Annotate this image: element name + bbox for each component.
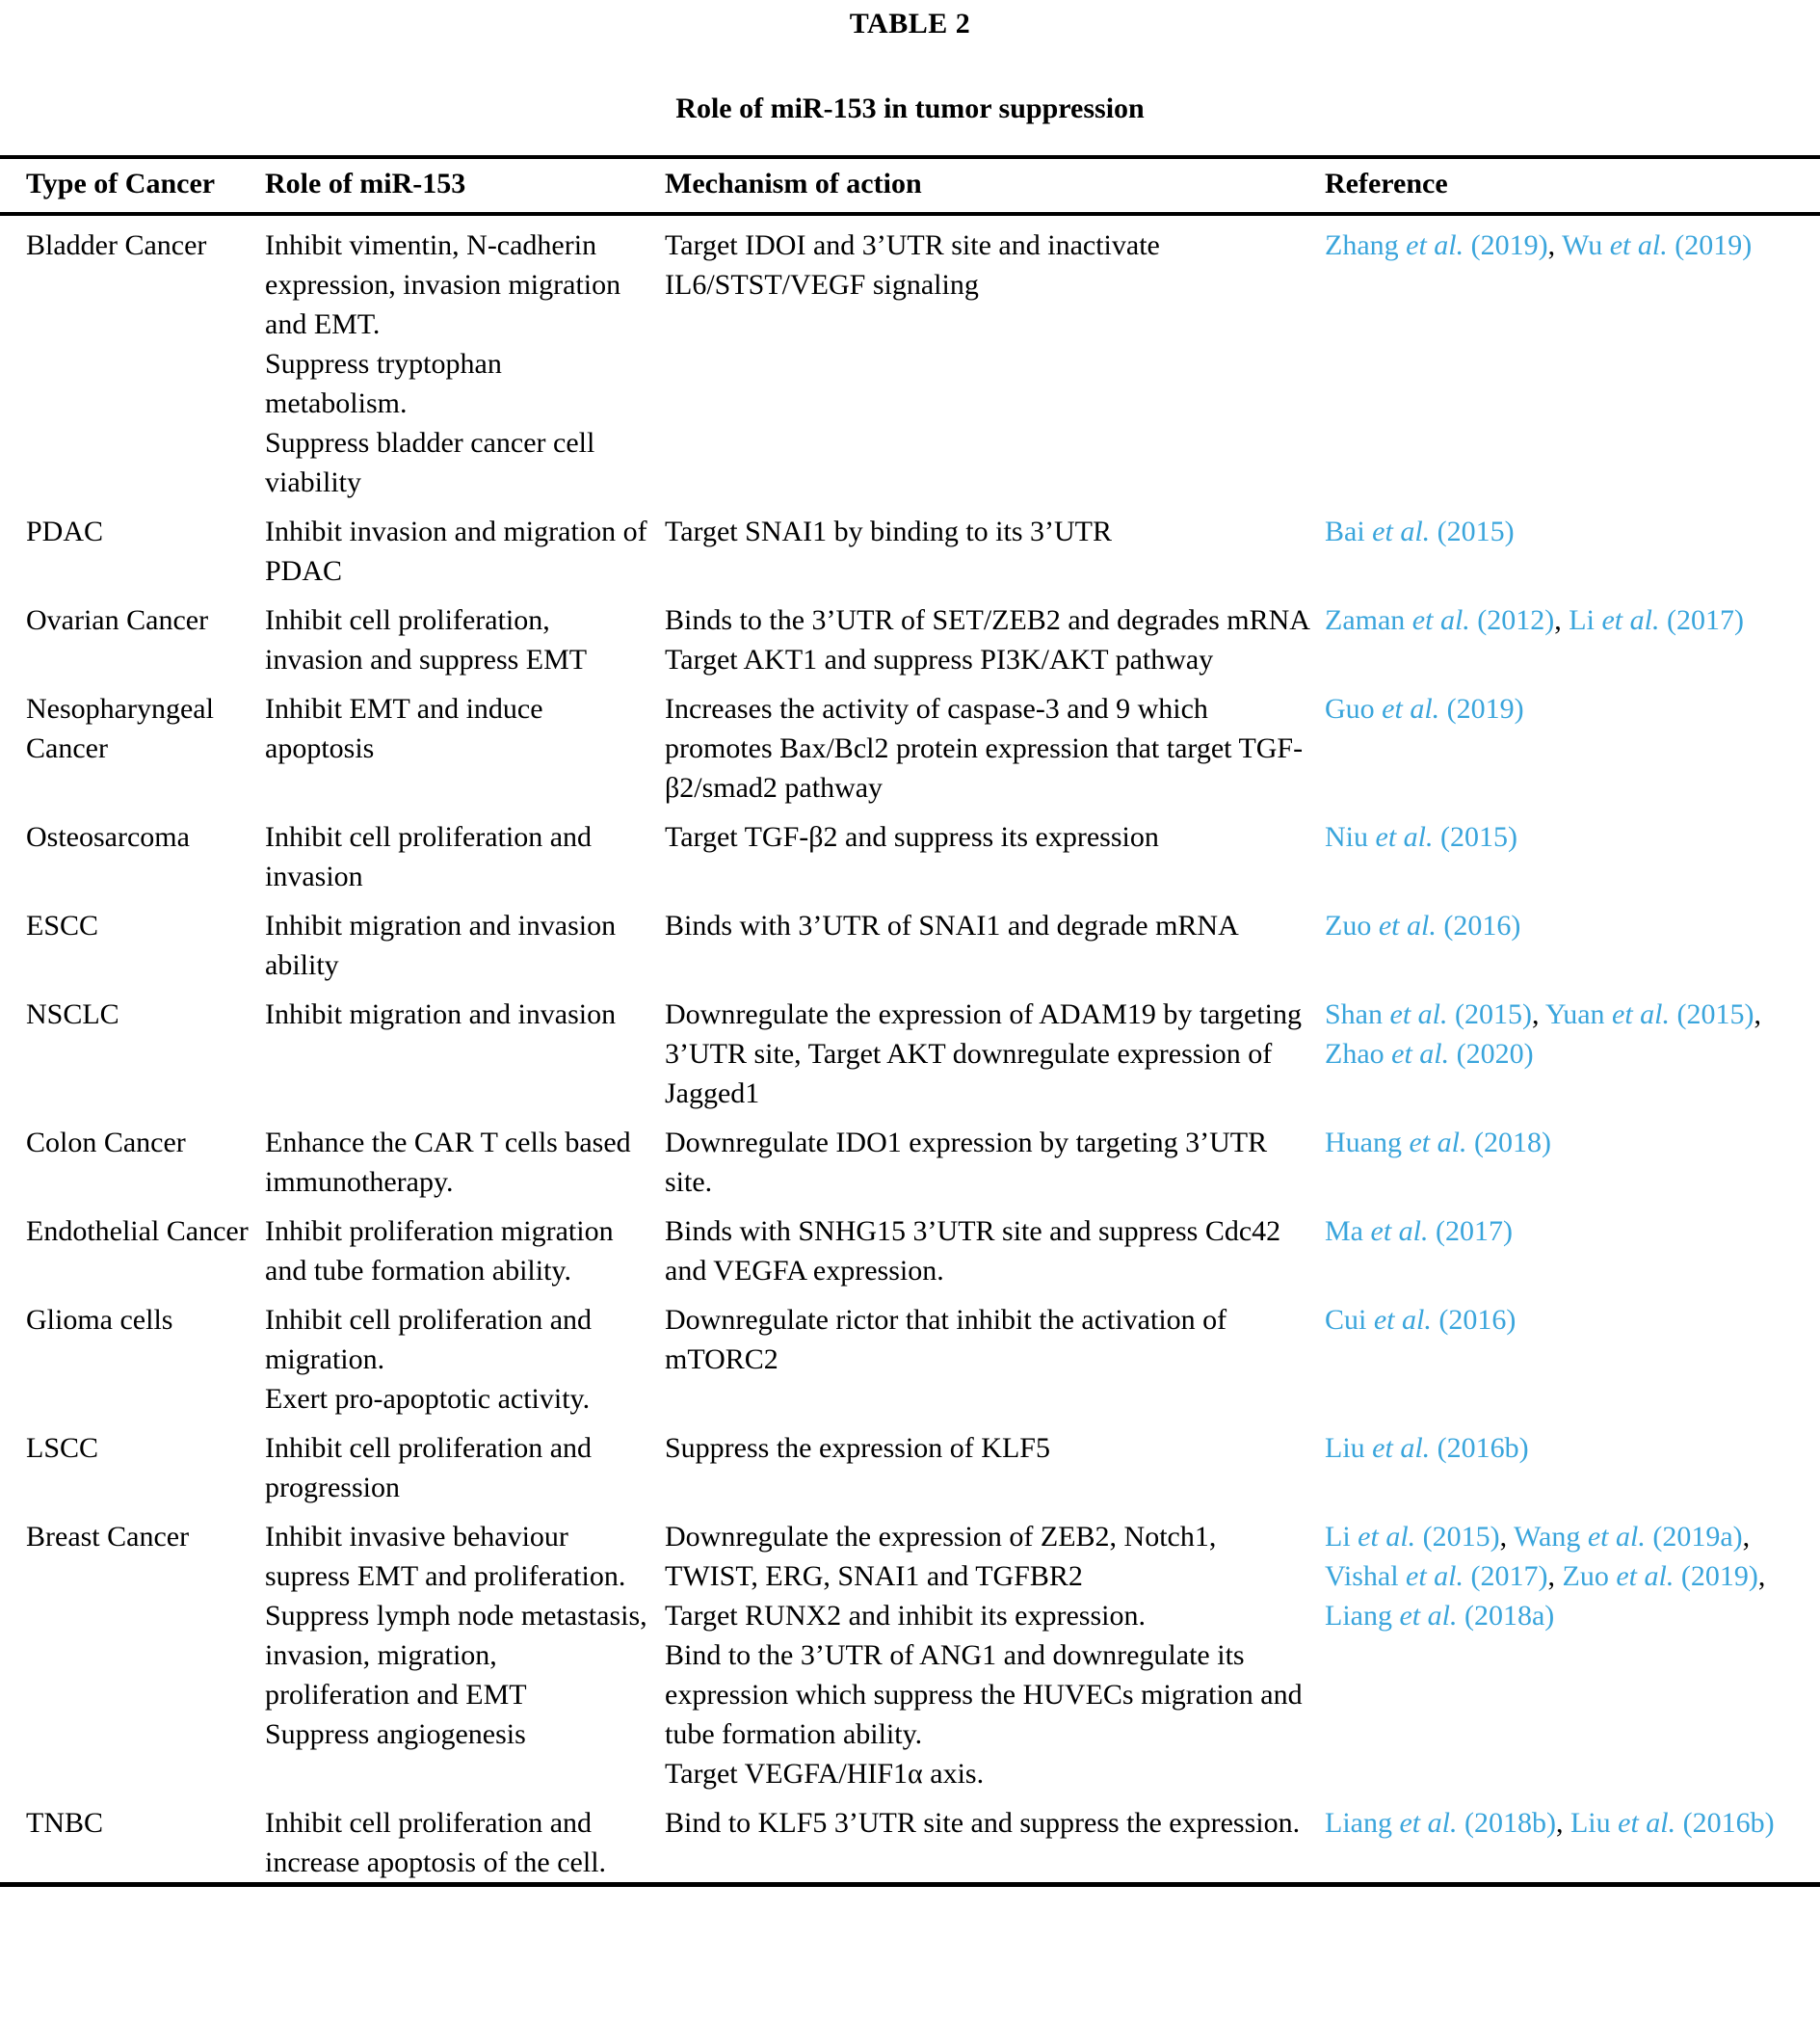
column-header-role-of-mir-153: Role of miR-153 (265, 168, 466, 199)
mechanism-paragraph: Target IDOI and 3’UTR site and inactivate IL6/STST/VEGF signaling (665, 229, 1160, 301)
cell-role (265, 679, 665, 808)
mechanism-paragraph: Binds with SNHG15 3’UTR site and suppress Cdc42 and VEGFA expression. (665, 1215, 1281, 1287)
reference-link[interactable]: Vishal et al. (2017) (1325, 1560, 1548, 1592)
cell-mechanism (665, 1419, 1325, 1507)
role-paragraph: Inhibit cell proliferation and migration. (265, 1304, 593, 1375)
cell-cancer-type: Ovarian Cancer (26, 604, 209, 636)
cell-mechanism (665, 985, 1325, 1113)
cell-role (265, 896, 665, 985)
reference-link[interactable]: Guo et al. (2019) (1325, 693, 1524, 725)
cell-mechanism (665, 1290, 1325, 1419)
cell-role (265, 502, 665, 591)
reference-link[interactable]: Wu et al. (2019) (1562, 229, 1753, 261)
cell-reference (1325, 502, 1820, 591)
reference-link[interactable]: Ma et al. (2017) (1325, 1215, 1513, 1247)
cell-mechanism (665, 591, 1325, 679)
table-row (0, 502, 1820, 591)
table-row (0, 1793, 1820, 1885)
cell-mechanism (665, 1793, 1325, 1885)
reference-link[interactable]: Huang et al. (2018) (1325, 1127, 1551, 1158)
cell-reference (1325, 808, 1820, 896)
role-paragraph: Enhance the CAR T cells based immunotherapy. (265, 1127, 631, 1198)
cell-cancer-type: Bladder Cancer (26, 229, 207, 261)
table-header (0, 157, 1820, 214)
cell-cancer-type: Colon Cancer (26, 1127, 186, 1158)
cell-mechanism (665, 1507, 1325, 1793)
mechanism-paragraph: Binds with 3’UTR of SNAI1 and degrade mRNA (665, 910, 1239, 942)
cell-role (265, 1419, 665, 1507)
reference-link[interactable]: Zhao et al. (2020) (1325, 1038, 1534, 1070)
role-paragraph: Inhibit migration and invasion (265, 998, 617, 1030)
reference-link[interactable]: Liang et al. (2018b) (1325, 1807, 1556, 1839)
cell-reference (1325, 1507, 1820, 1793)
role-paragraph: Exert pro-apoptotic activity. (265, 1383, 591, 1415)
mechanism-paragraph: Bind to KLF5 3’UTR site and suppress the expression. (665, 1807, 1301, 1839)
reference-link[interactable]: Liu et al. (2016b) (1569, 1807, 1775, 1839)
mechanism-paragraph: Target VEGFA/HIF1α axis. (665, 1758, 985, 1790)
cell-reference (1325, 1202, 1820, 1290)
mechanism-paragraph: Binds to the 3’UTR of SET/ZEB2 and degrades mRNA (665, 604, 1310, 636)
table-label: TABLE 2 (849, 8, 971, 40)
table-row (0, 1113, 1820, 1202)
table-row (0, 985, 1820, 1113)
cell-cancer-type: NSCLC (26, 998, 119, 1030)
cell-role (265, 591, 665, 679)
reference-link[interactable]: Wang et al. (2019a) (1514, 1521, 1743, 1553)
reference-separator: , (1531, 998, 1545, 1030)
reference-link[interactable]: Zhang et al. (2019) (1325, 229, 1548, 261)
cell-cancer-type: Breast Cancer (26, 1521, 190, 1553)
reference-link[interactable]: Li et al. (2017) (1569, 604, 1744, 636)
reference-link[interactable]: Li et al. (2015) (1325, 1521, 1500, 1553)
table-row (0, 1507, 1820, 1793)
cell-mechanism (665, 1202, 1325, 1290)
role-paragraph: Inhibit proliferation migration and tube formation ability. (265, 1215, 614, 1287)
cell-role (265, 1507, 665, 1793)
reference-link[interactable]: Cui et al. (2016) (1325, 1304, 1517, 1336)
mechanism-paragraph: Suppress the expression of KLF5 (665, 1432, 1050, 1464)
role-paragraph: Inhibit cell proliferation, invasion and suppress EMT (265, 604, 588, 676)
cell-role (265, 214, 665, 502)
reference-link[interactable]: Niu et al. (2015) (1325, 821, 1517, 853)
column-header-reference: Reference (1325, 168, 1448, 199)
cell-role (265, 1202, 665, 1290)
cell-mechanism (665, 214, 1325, 502)
reference-separator: , (1554, 604, 1569, 636)
cell-cancer-type: LSCC (26, 1432, 99, 1464)
mechanism-paragraph: Downregulate IDO1 expression by targeting 3’UTR site. (665, 1127, 1268, 1198)
cell-role (265, 985, 665, 1113)
cell-cancer-type: PDAC (26, 516, 104, 547)
table-title: Role of miR-153 in tumor suppression (675, 93, 1145, 124)
table-header-row (0, 157, 1820, 214)
mechanism-paragraph: Downregulate the expression of ADAM19 by targeting 3’UTR site, Target AKT downregulate expression of Jagged1 (665, 998, 1302, 1109)
mir153-table (0, 155, 1820, 1887)
cell-reference (1325, 214, 1820, 502)
reference-separator: , (1742, 1521, 1751, 1553)
cell-mechanism (665, 679, 1325, 808)
cell-reference (1325, 896, 1820, 985)
role-paragraph: Inhibit invasive behaviour supress EMT and proliferation. (265, 1521, 626, 1592)
table-row (0, 1290, 1820, 1419)
reference-separator: , (1757, 1560, 1766, 1592)
table-row (0, 808, 1820, 896)
table-row (0, 214, 1820, 502)
reference-separator: , (1547, 1560, 1563, 1592)
cell-reference (1325, 985, 1820, 1113)
reference-link[interactable]: Liu et al. (2016b) (1325, 1432, 1529, 1464)
mechanism-paragraph: Target TGF-β2 and suppress its expression (665, 821, 1159, 853)
mechanism-paragraph: Target RUNX2 and inhibit its expression. (665, 1600, 1146, 1632)
mechanism-paragraph: Bind to the 3’UTR of ANG1 and downregulate its expression which suppress the HUVECs migration and tube formation ability. (665, 1639, 1303, 1750)
cell-mechanism (665, 1113, 1325, 1202)
cell-reference (1325, 1793, 1820, 1885)
table-body (0, 214, 1820, 1885)
role-paragraph: Inhibit migration and invasion ability (265, 910, 617, 981)
cell-reference (1325, 679, 1820, 808)
reference-link[interactable]: Shan et al. (2015) (1325, 998, 1532, 1030)
cell-cancer-type: Nesopharyngeal Cancer (26, 693, 214, 764)
role-paragraph: Suppress angiogenesis (265, 1718, 526, 1750)
reference-link[interactable]: Bai et al. (2015) (1325, 516, 1515, 547)
role-paragraph: Inhibit invasion and migration of PDAC (265, 516, 647, 587)
table-row (0, 591, 1820, 679)
reference-link[interactable]: Liang et al. (2018a) (1325, 1600, 1555, 1632)
reference-separator: , (1754, 998, 1762, 1030)
mechanism-paragraph: Increases the activity of caspase-3 and 9 which promotes Bax/Bcl2 protein expression that target TGF-β2/smad2 pathway (665, 693, 1304, 804)
role-paragraph: Inhibit cell proliferation and invasion (265, 821, 593, 892)
mechanism-paragraph: Downregulate the expression of ZEB2, Notch1, TWIST, ERG, SNAI1 and TGFBR2 (665, 1521, 1217, 1592)
reference-link[interactable]: Zaman et al. (2012) (1325, 604, 1555, 636)
reference-link[interactable]: Zuo et al. (2019) (1562, 1560, 1758, 1592)
table-row (0, 679, 1820, 808)
cell-cancer-type: TNBC (26, 1807, 104, 1839)
role-paragraph: Suppress tryptophan metabolism. (265, 348, 502, 419)
mechanism-paragraph: Downregulate rictor that inhibit the activation of mTORC2 (665, 1304, 1227, 1375)
cell-reference (1325, 1113, 1820, 1202)
cell-reference (1325, 1419, 1820, 1507)
mechanism-paragraph: Target AKT1 and suppress PI3K/AKT pathway (665, 644, 1214, 676)
cell-cancer-type: Glioma cells (26, 1304, 173, 1336)
table-row (0, 1202, 1820, 1290)
column-header-type-of-cancer: Type of Cancer (26, 168, 216, 199)
role-paragraph: Inhibit cell proliferation and progression (265, 1432, 593, 1503)
cell-role (265, 1113, 665, 1202)
cell-mechanism (665, 502, 1325, 591)
cell-reference (1325, 1290, 1820, 1419)
cell-role (265, 1290, 665, 1419)
role-paragraph: Inhibit EMT and induce apoptosis (265, 693, 543, 764)
table-row (0, 1419, 1820, 1507)
role-paragraph: Inhibit vimentin, N-cadherin expression, invasion migration and EMT. (265, 229, 621, 340)
role-paragraph: Suppress lymph node metastasis, invasion, migration, proliferation and EMT (265, 1600, 647, 1711)
cell-mechanism (665, 896, 1325, 985)
reference-link[interactable]: Yuan et al. (2015) (1544, 998, 1754, 1030)
cell-role (265, 808, 665, 896)
column-header-mechanism-of-action: Mechanism of action (665, 168, 922, 199)
cell-mechanism (665, 808, 1325, 896)
role-paragraph: Suppress bladder cancer cell viability (265, 427, 595, 498)
reference-separator: , (1499, 1521, 1515, 1553)
reference-separator: , (1547, 229, 1563, 261)
role-paragraph: Inhibit cell proliferation and increase apoptosis of the cell. (265, 1807, 607, 1878)
reference-link[interactable]: Zuo et al. (2016) (1325, 910, 1521, 942)
reference-separator: , (1555, 1807, 1570, 1839)
mechanism-paragraph: Target SNAI1 by binding to its 3’UTR (665, 516, 1112, 547)
cell-cancer-type: ESCC (26, 910, 99, 942)
cell-cancer-type: Osteosarcoma (26, 821, 190, 853)
cell-role (265, 1793, 665, 1885)
cell-cancer-type: Endothelial Cancer (26, 1215, 249, 1247)
cell-reference (1325, 591, 1820, 679)
table-row (0, 896, 1820, 985)
